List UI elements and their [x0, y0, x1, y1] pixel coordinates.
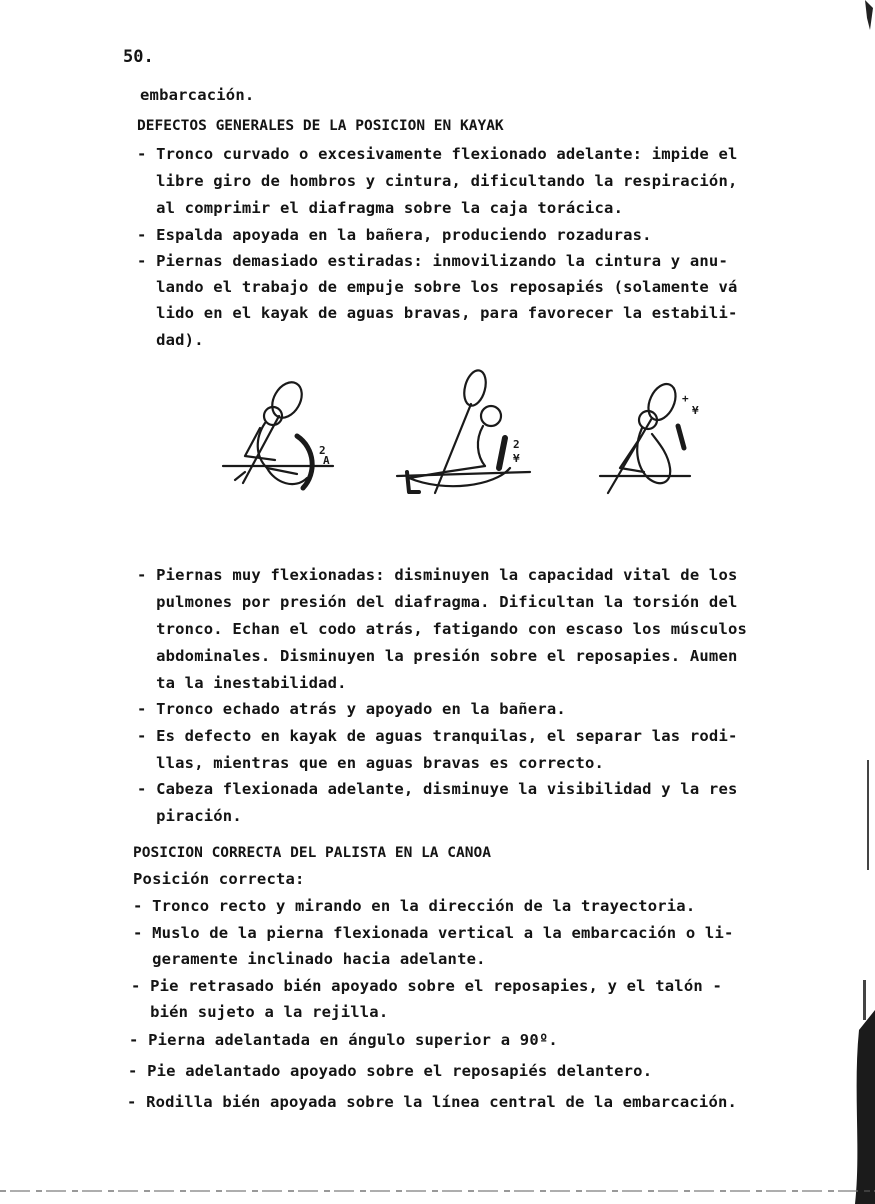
text-line: - Pierna adelantada en ángulo superior a 90º. — [129, 1031, 558, 1049]
text-line: al comprimir el diafragma sobre la caja torácica. — [137, 199, 624, 217]
text-line: - Pie adelantado apoyado sobre el reposapiés delantero. — [128, 1062, 653, 1080]
text-line: libre giro de hombros y cintura, dificultando la respiración, — [137, 172, 738, 190]
svg-text:+: + — [682, 392, 689, 405]
text-line: embarcación. — [140, 86, 255, 104]
svg-text:2: 2 — [319, 444, 326, 457]
kayak-posture-figures — [215, 368, 735, 508]
text-line: bién sujeto a la rejilla. — [131, 1003, 389, 1021]
text-line: - Espalda apoyada en la bañera, produciendo rozaduras. — [137, 226, 652, 244]
kayak-figure-legs-flexed-icon — [590, 368, 725, 503]
text-line: - Muslo de la pierna flexionada vertical a la embarcación o li- — [133, 924, 734, 942]
section-heading: POSICION CORRECTA DEL PALISTA EN LA CANOA — [133, 845, 491, 861]
text-line: - Es defecto en kayak de aguas tranquilas, el separar las rodi- — [137, 727, 738, 745]
text-line: - Tronco echado atrás y apoyado en la bañera. — [137, 700, 566, 718]
text-line: abdominales. Disminuyen la presión sobre el reposapies. Aumen — [137, 647, 738, 665]
text-line: piración. — [137, 807, 242, 825]
scan-bottom-edge — [0, 1190, 875, 1192]
text-line: - Tronco curvado o excesivamente flexionado adelante: impide el — [137, 145, 738, 163]
text-line: - Piernas muy flexionadas: disminuyen la capacidad vital de los — [137, 566, 738, 584]
svg-text:2: 2 — [513, 438, 520, 451]
text-line: lando el trabajo de empuje sobre los reposapiés (solamente vá — [137, 278, 738, 296]
text-line: - Piernas demasiado estiradas: inmovilizando la cintura y anu- — [137, 252, 728, 270]
svg-text:¥: ¥ — [513, 452, 520, 465]
page-number: 50. — [123, 47, 154, 67]
text-line: Posición correcta: — [133, 870, 305, 888]
scan-edge-noise — [815, 0, 875, 1204]
text-line: dad). — [137, 331, 204, 349]
text-line: tronco. Echan el codo atrás, fatigando con escaso los músculos — [137, 620, 748, 638]
kayak-figure-legs-extended-icon — [395, 368, 545, 503]
text-line: ta la inestabilidad. — [137, 674, 347, 692]
text-line: llas, mientras que en aguas bravas es correcto. — [137, 754, 605, 772]
text-line: - Tronco recto y mirando en la dirección de la trayectoria. — [133, 897, 696, 915]
svg-text:A: A — [323, 454, 330, 467]
text-line: pulmones por presión del diafragma. Dificultan la torsión del — [137, 593, 738, 611]
text-line: - Rodilla bién apoyada sobre la línea central de la embarcación. — [127, 1093, 738, 1111]
svg-text:¥: ¥ — [692, 404, 699, 417]
text-line: - Pie retrasado bién apoyado sobre el reposapies, y el talón - — [131, 977, 722, 995]
text-line: lido en el kayak de aguas bravas, para favorecer la estabili- — [137, 304, 738, 322]
text-line: geramente inclinado hacia adelante. — [133, 950, 486, 968]
section-heading: DEFECTOS GENERALES DE LA POSICION EN KAYAK — [137, 118, 504, 134]
kayak-figure-bent-forward-icon — [215, 368, 350, 503]
text-line: - Cabeza flexionada adelante, disminuye la visibilidad y la res — [137, 780, 738, 798]
